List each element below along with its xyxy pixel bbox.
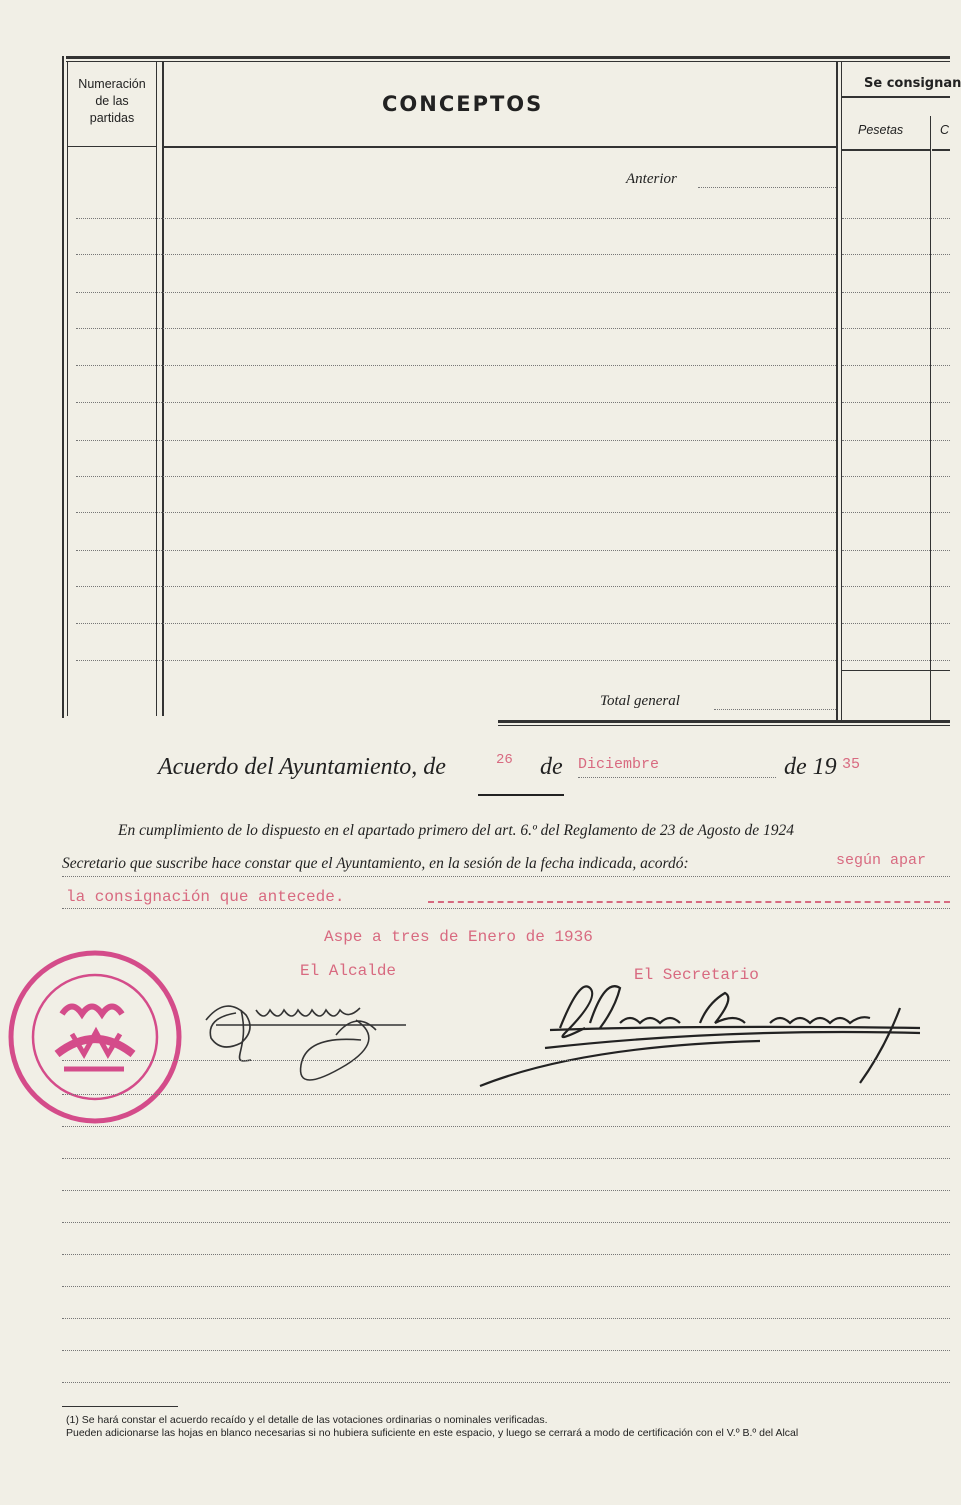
total-general-label: Total general bbox=[600, 693, 680, 709]
amount-row-rule bbox=[842, 660, 950, 661]
conceptos-header: CONCEPTOS bbox=[382, 92, 544, 116]
table-row-rule bbox=[76, 365, 836, 366]
acuerdo-de: de bbox=[540, 754, 563, 780]
numeracion-header-line: de las bbox=[95, 93, 129, 108]
blank-rule bbox=[62, 1286, 950, 1287]
amount-row-rule bbox=[842, 623, 950, 624]
month-dots bbox=[578, 777, 776, 778]
body-line-1: En cumplimiento de lo dispuesto en el apartado primero del art. 6.º del Reglamento de 23 de Agosto de 1924 bbox=[118, 822, 794, 839]
table-row-rule bbox=[76, 440, 836, 441]
table-row-rule bbox=[76, 660, 836, 661]
col2-separator bbox=[836, 61, 838, 721]
col1-header-rule bbox=[68, 146, 156, 147]
amount-row-rule bbox=[842, 328, 950, 329]
pesetas-subheader: Pesetas bbox=[858, 123, 904, 137]
amount-row-rule bbox=[842, 365, 950, 366]
centimos-subheader: C bbox=[940, 123, 950, 137]
col3-separator bbox=[930, 116, 931, 721]
typed-dash-fill bbox=[428, 901, 950, 903]
table-row-rule bbox=[76, 476, 836, 477]
blank-rule bbox=[62, 1382, 950, 1383]
day-underline bbox=[478, 794, 564, 796]
alcalde-signature bbox=[196, 980, 426, 1092]
acuerdo-year-prefix: de 19 bbox=[784, 754, 837, 780]
acuerdo-year-suffix: 35 bbox=[842, 756, 861, 773]
municipal-seal-stamp bbox=[2, 944, 188, 1130]
acuerdo-day: 26 bbox=[496, 752, 513, 768]
footnote-line-1: (1) Se hará constar el acuerdo recaído y el detalle de las votaciones ordinarias o nominales verificadas. bbox=[66, 1414, 548, 1426]
amount-row-rule bbox=[842, 254, 950, 255]
table-left-border bbox=[62, 56, 64, 718]
table-row-rule bbox=[76, 623, 836, 624]
acuerdo-month: Diciembre bbox=[578, 756, 660, 773]
pesetas-header-rule bbox=[842, 149, 930, 151]
secretario-label: El Secretario bbox=[634, 966, 759, 984]
blank-rule bbox=[62, 1254, 950, 1255]
blank-rule bbox=[62, 1222, 950, 1223]
blank-rule bbox=[62, 1318, 950, 1319]
amount-row-rule bbox=[842, 218, 950, 219]
centimos-header-rule bbox=[932, 149, 950, 151]
col1-separator bbox=[156, 61, 157, 716]
body-rule bbox=[62, 876, 950, 877]
table-row-rule bbox=[76, 586, 836, 587]
concepts-table bbox=[62, 56, 961, 726]
amount-row-rule bbox=[842, 440, 950, 441]
table-row-rule bbox=[76, 550, 836, 551]
total-dots bbox=[714, 709, 836, 710]
footnote-rule bbox=[62, 1406, 178, 1407]
acuerdo-prefix: Acuerdo del Ayuntamiento, de bbox=[158, 754, 446, 780]
table-row-rule bbox=[76, 292, 836, 293]
table-row-rule bbox=[76, 402, 836, 403]
anterior-dots bbox=[698, 187, 836, 188]
amount-row-rule bbox=[842, 512, 950, 513]
body-line-3-typed: la consignación que antecede. bbox=[66, 888, 345, 906]
body-line-2: Secretario que suscribe hace constar que el Ayuntamiento, en la sesión de la fecha indicada, acordó: bbox=[62, 855, 689, 872]
table-top-border bbox=[66, 56, 950, 59]
amount-row-rule bbox=[842, 586, 950, 587]
amount-row-rule bbox=[842, 550, 950, 551]
blank-rule bbox=[62, 1126, 950, 1127]
table-row-rule bbox=[76, 254, 836, 255]
table-row-rule bbox=[76, 328, 836, 329]
consign-header-rule bbox=[842, 96, 950, 98]
blank-rule bbox=[62, 1190, 950, 1191]
col2-header-rule bbox=[162, 146, 836, 148]
amount-row-rule bbox=[842, 292, 950, 293]
blank-rule bbox=[62, 1060, 950, 1061]
total-bottom-rule-inner bbox=[498, 725, 950, 726]
blank-rule bbox=[62, 1158, 950, 1159]
numeracion-header bbox=[68, 76, 156, 127]
body-line-2-typed: según apar bbox=[836, 852, 927, 869]
table-left-border-inner bbox=[67, 61, 68, 716]
col2-separator-inner bbox=[841, 61, 842, 721]
blank-rule bbox=[62, 1094, 950, 1095]
table-top-border-inner bbox=[66, 61, 950, 62]
blank-rule bbox=[62, 1350, 950, 1351]
amount-row-rule bbox=[842, 476, 950, 477]
amount-row-rule bbox=[842, 402, 950, 403]
total-bottom-rule bbox=[498, 720, 950, 723]
se-consignan-header: Se consignan bbox=[864, 76, 961, 91]
place-date: Aspe a tres de Enero de 1936 bbox=[324, 928, 593, 946]
table-row-rule bbox=[76, 218, 836, 219]
numeracion-header-line: partidas bbox=[89, 110, 135, 125]
anterior-label: Anterior bbox=[626, 171, 677, 187]
total-top-rule bbox=[842, 670, 950, 671]
table-row-rule bbox=[76, 512, 836, 513]
numeracion-header-line: Numeración bbox=[78, 77, 146, 91]
secretario-signature bbox=[470, 968, 940, 1092]
alcalde-label: El Alcalde bbox=[300, 962, 397, 980]
body-rule bbox=[62, 908, 950, 909]
col1-separator-bold bbox=[162, 61, 164, 716]
acuerdo-heading bbox=[158, 754, 446, 781]
footnote-line-2: Pueden adicionarse las hojas en blanco necesarias si no hubiera suficiente en este espacio, y luego se cerrará a modo de certificación con el V.º B.º del Alcal bbox=[66, 1427, 799, 1439]
